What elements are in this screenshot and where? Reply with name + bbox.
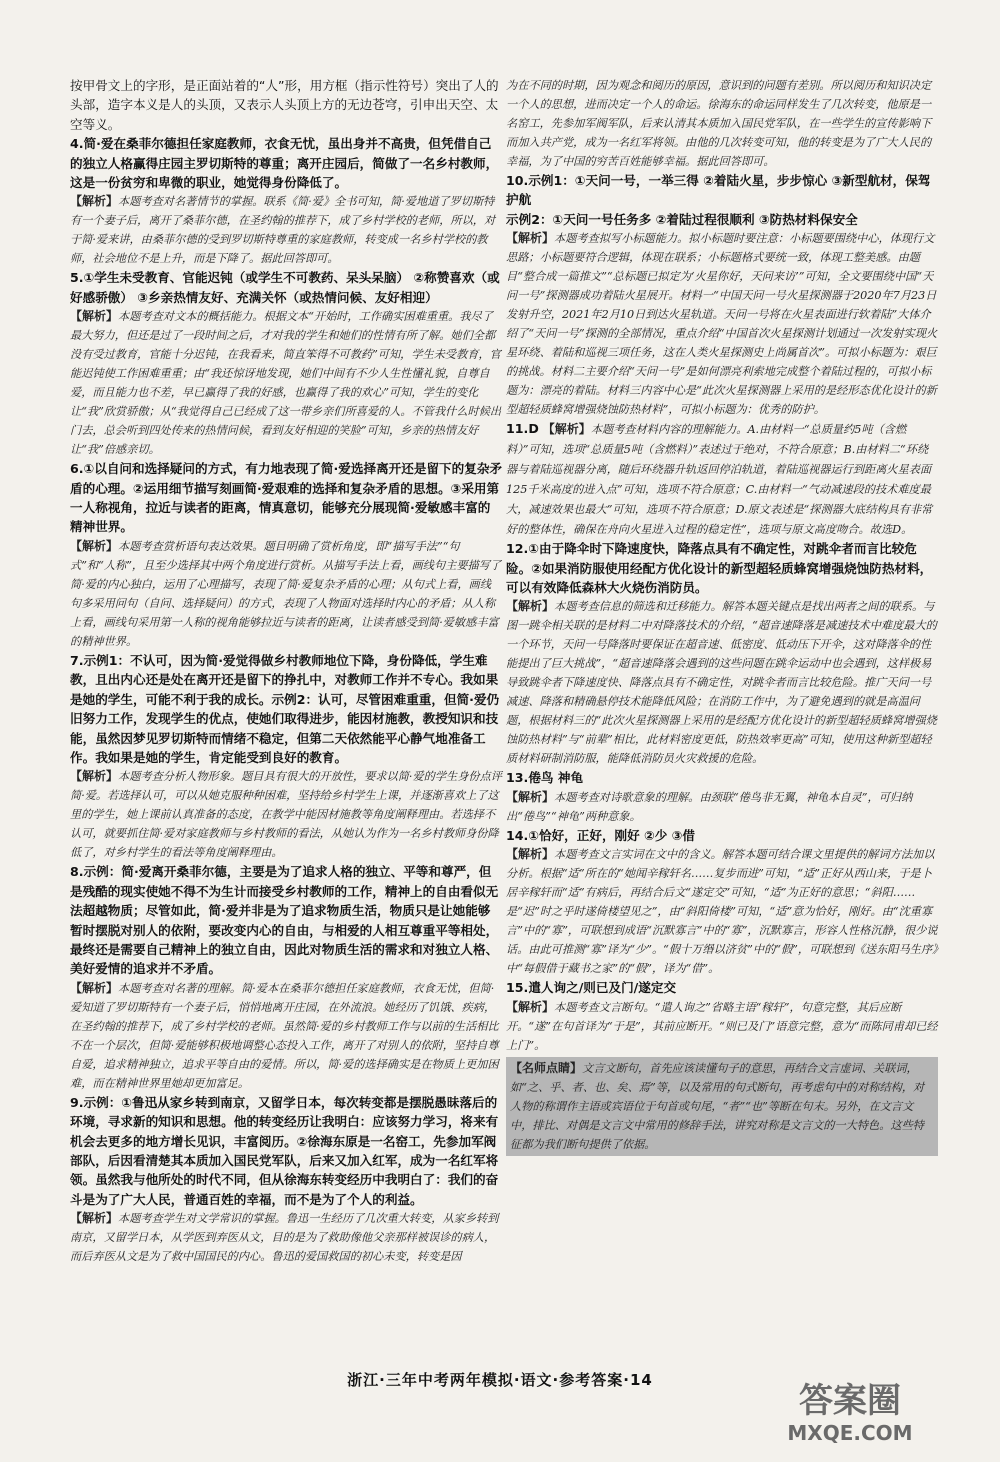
q6-number: 6. [70, 461, 84, 477]
page-footer: 浙江·三年中考两年模拟·语文·参考答案·14 [347, 1371, 653, 1389]
question-11 [506, 419, 938, 539]
q12-analysis: 本题考查信息的筛选和迁移能力。解答本题关键点是找出两者之间的联系。与图一跳伞相关联的是材料二中对降落技术的介绍，“超音速降落是减速技术中难度最大的一个环节，天问一号降落时要保证在超音速、低密度、低动压下开伞，这对降落伞的性能提出了巨大挑战”，“超音速降落会遇到的这些问题在跳伞运动中也会遇到，这样极易导致跳伞者下降速度快、降落点具有不确定性，对跳伞者而言比较危险。推广天问一号减速、降落和精确悬停技术能降低风险；在消防工作中，为了避免遇到的就是高温问题，根据材料三的“此次火星探测器上采用的是经配方优化设计的新型超轻质蜂窝增强烧蚀防热材料”与“前辈”相比，此材料密度更低，防热效率更高”可知，使用这种新型超轻质材料研制消防服，能降低消防员火灾救援的危险。 [506, 600, 937, 766]
q13-answer: 倦鸟 神龟 [528, 770, 584, 786]
watermark-logo [770, 1370, 930, 1450]
q14-analysis: 本题考查文言实词在文中的含义。解答本题可结合课文里提供的解词方法加以分析。根据“适”所在的“她闻辛稼轩名……复步而进”可知，“适”正好从西山来，于是卜居辛稼轩而“适”有病后，再结合后文“遂定交”可知，“适”为正好的意思；“斜阳……是“迟”时之乎时遂倚楼望见之”，由“斜阳倚楼”可知，“适”意为恰好，刚好。由“沈重寡言”中的“寡”，可联想到成语“沉默寡言”中的“寡”，沉默寡言，形容人性格沉静，很少说话。由此可推测“寡”译为“少”。“假十万缗以济贫”中的“假”，可联想到《送东阳马生序》中“每假借于藏书之家”的“假”，译为“借”。 [506, 848, 938, 976]
q4-analysis-tag: 【解析】 [70, 194, 119, 209]
q14-number: 14. [506, 827, 529, 843]
q7-number: 7. [70, 652, 84, 668]
q12-analysis-tag: 【解析】 [506, 599, 555, 614]
q13-number: 13. [506, 770, 529, 786]
q14-analysis-tag: 【解析】 [506, 847, 555, 862]
q9-continuation-text: 为在不同的时期，因为观念和阅历的原因，意识到的问题有差别。所以阅历和知识决定一个人的思想，进而决定一个人的命运。徐海东的命运同样发生了几次转变，他原是一名窑工，先参加军阀军队，后来认清其本质加入国民党军队，在一些学生的宣传影响下而加入共产党，成为一名红军将领。由他的几次转变可知，他的转变是为了广大人民的幸福，为了中国的穷苦百姓能够幸福。据此回答即可。 [506, 79, 932, 168]
question-9 [70, 1093, 502, 1266]
q6-answer: ①以自问和选择疑问的方式，有力地表现了简·爱选择离开还是留下的复杂矛盾的心理。②运用细节描写刻画简·爱艰难的选择和复杂矛盾的思想。③采用第一人称视角，拉近与读者的距离，情真意切，能够充分展现简·爱敏感丰富的精神世界。 [70, 461, 503, 535]
teacher-tip-box: 【名师点睛】文言文断句，首先应该读懂句子的意思，再结合文言虚词、关联词，如“之、乎、者、也、矣、焉”等，以及常用的句式断句，再考虑句中的对称结构，对人物的称谓作主语或宾语位于句首或句尾，“者”“也”等断在句末。另外，在文言文中，排比、对偶是文言文中常用的修辞手法，讲究对称是文言文的一大特色。这些特征都为我们断句提供了依据。 [506, 1057, 938, 1156]
question-5 [70, 268, 502, 459]
q4-answer: 简·爱在桑菲尔德担任家庭教师，衣食无忧，虽出身并不高贵，但凭借自己的独立人格赢得庄园主罗切斯特的尊重；离开庄园后，简做了一名乡村教师，这是一份贫穷和卑微的职业，她觉得身份降低了。 [70, 136, 499, 191]
q8-analysis-tag: 【解析】 [70, 980, 119, 995]
tip-tag: 名师点睛 [522, 1060, 571, 1075]
intro-text: 按甲骨文上的字形，是正面站着的“人”形，用方框（指示性符号）突出了人的头部，造字本义是人的头顶，又表示人头顶上方的无边苍穹，引申出天空、太空等义。 [70, 78, 499, 132]
question-8 [70, 862, 502, 1092]
watermark-main: 答案圈 [799, 1381, 901, 1421]
q4-number: 4. [70, 136, 84, 152]
q13-analysis: 本题考查对诗歌意象的理解。由颈联“倦鸟非无翼，神龟本自灵”，可归纳出“倦鸟”“神龟”两种意象。 [506, 790, 913, 823]
q9-answer: 示例：①鲁迅从家乡转到南京，又留学日本，每次转变都是摆脱愚昧落后的环境，寻求新的知识和思想。他的转变经历让我明白：应该努力学习，将来有机会去更多的地方增长见识，丰富阅历。②徐海东原是一名窑工，先参加军阀部队，后因看清楚其本质加入国民党军队，后来又加入红军，成为一名红军将领。虽然我与他所处的时代不同，但从徐海东转变经历中我明白了：我们的奋斗是为了广大人民，普通百姓的幸福，而不是为了个人的利益。 [70, 1094, 499, 1207]
left-column [70, 76, 502, 1266]
right-column [506, 76, 938, 1156]
q9-analysis-tag: 【解析】 [70, 1211, 119, 1226]
q10-answer-1: 示例1：①天问一号，一举三得 ②着陆火星，步步惊心 ③新型航材，保驾护航 [506, 173, 931, 208]
q12-answer: ①由于降伞时下降速度快，降落点具有不确定性，对跳伞者而言比较危险。②如果消防服使用经配方优化设计的新型超轻质蜂窝增强烧蚀防热材料，可以有效降低森林大火烧伤消防员。 [506, 541, 933, 596]
q12-number: 12. [506, 541, 529, 557]
q7-analysis-tag: 【解析】 [70, 769, 119, 784]
q13-analysis-tag: 【解析】 [506, 789, 555, 804]
q6-analysis: 本题考查赏析语句表达效果。题目明确了赏析角度，即“描写手法”“句式”和“人称”，且至少选择其中两个角度进行赏析。从描写手法上看，画线句主要描写了简·爱的内心独白，运用了心理描写，表现了简·爱复杂矛盾的心理；从句式上看，画线句多采用问句（自问、选择疑问）的方式，表现了人物面对选择时内心的矛盾；从人称上看，画线句采用第一人称的视角能够拉近与读者的距离，让读者感受到简·爱敏感丰富的精神世界。 [70, 539, 502, 648]
q5-answer: ①学生未受教育、官能迟钝（或学生不可教药、呆头呆脑） ②称赞喜欢（或好感骄傲） ③乡亲热情友好、充满关怀（或热情问候、友好相迎） [70, 270, 500, 305]
q10-answer-2: 示例2：①天问一号任务多 ②着陆过程很顺利 ③防热材料保安全 [506, 211, 858, 227]
q11-analysis-tag: 【解析】 [542, 422, 591, 437]
q10-analysis-tag: 【解析】 [506, 231, 555, 246]
q8-analysis: 本题考查对名著的理解。简·爱本在桑菲尔德担任家庭教师，衣食无忧，但简·爱知道了罗切斯特有一个妻子后，悄悄地离开庄园，在外流浪。她经历了饥饿、疾病，在圣约翰的推荐下，成了乡村学校的老师。虽然简·爱的乡村教师工作与以前的生活相比不在一个层次，但简·爱能够积极地调整心态投入工作，离开了对别人的依附，坚持自尊自爱，追求精神独立，追求平等自由的爱情。所以，简·爱的选择确实是在物质上更加困难，而在精神世界里她却更加富足。 [70, 981, 499, 1090]
q8-number: 8. [70, 864, 84, 880]
q15-answer: 遣人询之/则已及门/遂定交 [528, 980, 677, 996]
question-13 [506, 768, 938, 825]
question-6 [70, 459, 502, 651]
q8-answer: 示例：简·爱离开桑菲尔德，主要是为了追求人格的独立、平等和尊严，但是残酷的现实使她不得不为生计而接受乡村教师的工作，精神上的自由看似无法超越物质；尽管如此，简·爱并非是为了追求物质生活，物质只是让她能够暂时摆脱对别人的依附，要改变内心的自由，与相爱的人相互尊重平等相处，最终还是需要自己精神上的独立自由，因此对物质生活的需求和对独立人格、美好爱情的追求并不矛盾。 [70, 864, 499, 977]
question-14 [506, 826, 938, 978]
question-10 [506, 171, 938, 419]
q7-analysis: 本题考查分析人物形象。题目具有很大的开放性，要求以简·爱的学生身份点评简·爱。若选择认可，可以从她克服种种困难，坚持给乡村学生上课，并逐渐喜欢上了这里的学生，她上课前认真准备的态度，在教学中能因材施教等角度阐释理由。若选择不认可，就要抓住简·爱对家庭教师与乡村教师的看法，从她认为作为一名乡村教师身份降低了，对乡村学生的看法等角度阐释理由。 [70, 770, 502, 860]
q11-number: 11. [506, 421, 529, 437]
q15-number: 15. [506, 980, 529, 996]
q9-number: 9. [70, 1094, 84, 1110]
intro-continuation [70, 76, 502, 134]
question-4 [70, 134, 502, 268]
q5-analysis: 本题考查对文本的概括能力。根据文本“开始时，工作确实困难重重。我尽了最大努力，但还是过了一段时间之后，才对我的学生和她们的性情有所了解。她们全都没有受过教育，官能十分迟钝，在我看来，简直笨得不可教药”可知，学生未受教育，官能迟钝使工作困难重重；由“我还惊讶地发现，她们中间有不少人生性懂礼貌，自尊自爱，而且能力也不差，早已赢得了我的好感，也赢得了我的欢心”可知，学生的变化让“我”欣赏骄傲；从“我觉得自己已经成了这一带乡亲们所喜爱的人。不管我什么时候出门去，总会听到四处传来的热情问候，看到友好相迎的笑脸”可知，乡亲的热情友好让“我”倍感亲切。 [70, 310, 502, 457]
tip-text: 文言文断句，首先应该读懂句子的意思，再结合文言虚词、关联词，如“之、乎、者、也、矣、焉”等，以及常用的句式断句，再考虑句中的对称结构，对人物的称谓作主语或宾语位于句首或句尾，“者”“也”等断在句末。另外，在文言文中，排比、对偶是文言文中常用的修辞手法，讲究对称是文言文的一大特色。这些特征都为我们断句提供了依据。 [510, 1061, 925, 1151]
q10-number: 10. [506, 173, 529, 188]
watermark-sub: MXQE.COM [787, 1421, 913, 1445]
q14-answer: ①恰好，正好，刚好 ②少 ③借 [528, 827, 696, 843]
q9-analysis-continuation [506, 76, 938, 171]
question-7 [70, 651, 502, 862]
q15-analysis: 本题考查文言断句。“遣人询之”省略主语“稼轩”，句意完整，其后应断开。“遂”在句首译为“于是”，其前应断开。“则已及门”语意完整，意为“而陈同甫却已经上门”。 [506, 1000, 938, 1052]
q11-analysis: 本题考查材料内容的理解能力。A.由材料一“总质量约5吨（含燃料）”可知，选项“总质量5吨（含燃料）”表述过于绝对，不符合原意；B.由材料二“环绕器与着陆巡视器分离，随后环绕器升轨返回停泊轨道，着陆巡视器运行到距离火星表面125千米高度的进入点”可知，选项不符合原意；C.由材料一“气动减速段的技术难度最大，减速效果也最大”可知，选项不符合原意；D.原文表述是“探测器大底结构具有非常好的整体性，确保在舟向火星进入过程的稳定性”，选项与原文高度吻合。故选D。 [506, 423, 933, 537]
q15-analysis-tag: 【解析】 [506, 999, 555, 1014]
question-15 [506, 978, 938, 1054]
q9-analysis: 本题考查学生对文学常识的掌握。鲁迅一生经历了几次重大转变，从家乡转到南京，又留学日本，从学医到弃医从文，目的是为了救助像他父亲那样被误诊的病人，而后弃医从文是为了救中国国民的内心。鲁迅的爱国救国的初心未变，转变是因 [70, 1212, 499, 1264]
q4-analysis: 本题考查对名著情节的掌握。联系《简·爱》全书可知，简·爱地道了罗切斯特有一个妻子后，离开了桑菲尔德，在圣约翰的推荐下，成了乡村学校的老师，所以，对于简·爱来讲，由桑菲尔德的受到罗切斯特尊重的家庭教师，转变成一名乡村学校的教师，社会地位不是上升，而是下降了。据此回答即可。 [70, 195, 496, 266]
q6-analysis-tag: 【解析】 [70, 538, 119, 553]
q5-analysis-tag: 【解析】 [70, 309, 119, 324]
q5-number: 5. [70, 270, 84, 286]
q11-answer: D [528, 421, 539, 437]
question-12 [506, 539, 938, 768]
q10-analysis: 本题考查拟写小标题能力。拟小标题时要注意：小标题要围绕中心，体现行文思路；小标题要符合逻辑，体现在联系；小标题格式要统一致，体现工整美感。由题目“整合成一篇推文”“总标题已拟定为‘火星你好，天问来访’”可知，全文要围绕中国“天问一号”探测器成功着陆火星展开。材料一“中国天问一号火星探测器于2020年7月23日发射升空，2021年2月10日到达火星轨道。天问一号将在火星表面进行软着陆”大体介绍了“天问一号”探测的全部情况，重点介绍“中国首次火星探测计划通过一次发射实现火星环绕、着陆和巡视三项任务，这在人类火星探测史上尚属首次”。可拟小标题为：艰巨的挑战。材料二主要介绍“天问一号”是如何漂亮利索地完成整个着陆过程的，可拟小标题为：漂亮的着陆。材料三内容中心是“此次火星探测器上采用的是经形态优化设计的新型超轻质蜂窝增强烧蚀防热材料”，可拟小标题为：优秀的防护。 [506, 232, 938, 417]
q7-answer: 示例1：不认可，因为简·爱觉得做乡村教师地位下降，身份降低，学生难教，且出内心还是处在离开还是留下的挣扎中，对教师工作并不专心。我如果是她的学生，可能不利于我的成长。示例2：认可，尽管困难重重，但简·爱仍旧努力工作，发现学生的优点，使她们取得进步，能因材施教，教授知识和技能，虽然因梦见罗切斯特而情绪不稳定，但第二天依然能平心静气地准备工作。我如果是她的学生，肯定能受到良好的教育。 [70, 652, 500, 765]
